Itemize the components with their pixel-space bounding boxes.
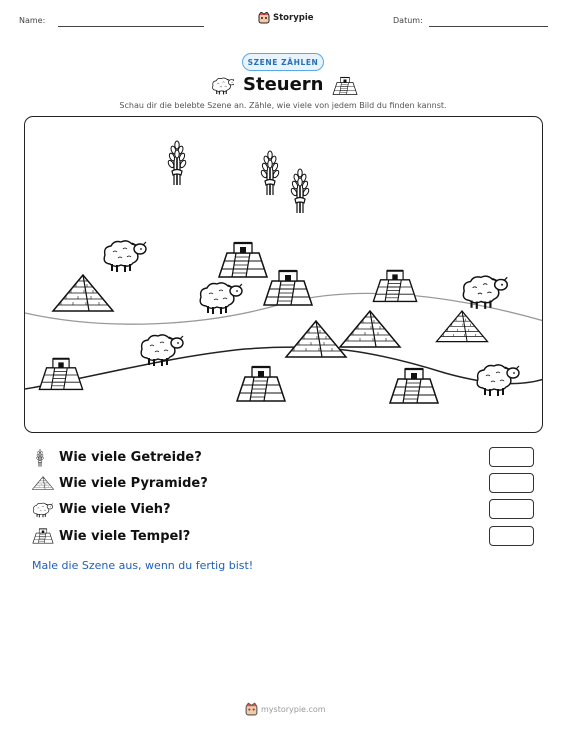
question-text: Wie viele Pyramide? — [59, 476, 208, 491]
storypie-logo-icon — [245, 702, 258, 716]
question-text: Wie viele Getreide? — [59, 450, 202, 465]
sheep-icon — [141, 335, 183, 366]
question-row-pyramid — [30, 473, 540, 495]
temple-icon — [332, 75, 358, 97]
wheat-icon — [32, 449, 48, 467]
date-field[interactable] — [429, 26, 548, 27]
pyramid-icon — [286, 321, 346, 357]
answer-box-temple[interactable] — [489, 526, 534, 546]
name-field[interactable] — [58, 26, 204, 27]
sheep-icon — [104, 241, 146, 272]
question-text: Wie viele Tempel? — [59, 529, 191, 544]
sheep-icon — [477, 365, 519, 396]
counting-scene — [24, 116, 543, 433]
footer — [0, 702, 566, 718]
answer-box-livestock[interactable] — [489, 499, 534, 519]
wheat-icon — [290, 169, 310, 213]
category-badge: SZENE ZÄHLEN — [242, 53, 324, 71]
pyramid-icon — [340, 311, 400, 347]
question-row-temple — [30, 526, 540, 548]
finish-instruction: Male die Szene aus, wenn du fertig bist! — [32, 559, 254, 572]
worksheet-header — [0, 10, 566, 32]
pyramid-icon — [437, 311, 488, 342]
temple-icon — [39, 359, 82, 390]
date-label: Datum: — [393, 16, 423, 25]
temple-icon — [264, 271, 312, 305]
instructions: Schau dir die belebte Szene an. Zähle, wie viele von jedem Bild du finden kannst. — [119, 101, 447, 110]
wheat-icon — [260, 151, 280, 195]
page-title: Steuern — [243, 74, 324, 95]
temple-icon — [237, 367, 285, 401]
temple-icon — [32, 528, 54, 544]
sheep-icon — [32, 501, 54, 519]
title-row — [0, 74, 566, 98]
question-row-grain — [30, 447, 540, 469]
wheat-icon — [167, 141, 187, 185]
temple-icon — [219, 243, 267, 277]
brand-name: Storypie — [273, 13, 314, 23]
storypie-logo-icon — [258, 12, 270, 24]
pyramid-icon — [32, 475, 54, 491]
brand-logo — [258, 12, 314, 24]
sheep-icon — [210, 77, 234, 95]
sheep-icon — [200, 283, 242, 314]
temple-icon — [390, 369, 438, 403]
answer-box-pyramid[interactable] — [489, 473, 534, 493]
temple-icon — [373, 271, 416, 302]
footer-url[interactable]: mystorypie.com — [261, 705, 326, 714]
question-row-livestock — [30, 499, 540, 521]
answer-box-grain[interactable] — [489, 447, 534, 467]
name-label: Name: — [19, 16, 46, 25]
question-text: Wie viele Vieh? — [59, 502, 171, 517]
pyramid-icon — [53, 275, 113, 311]
hill-line-front — [25, 347, 543, 389]
